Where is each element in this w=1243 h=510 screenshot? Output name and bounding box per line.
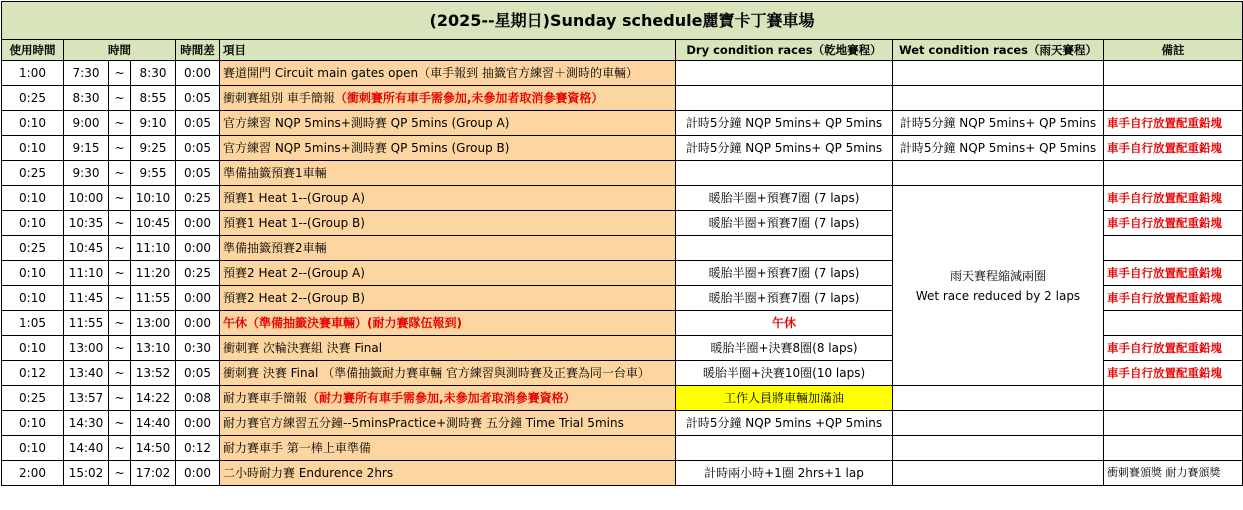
cell-item bbox=[220, 311, 676, 336]
cell-duration: 0:10 bbox=[2, 111, 64, 136]
cell-diff: 0:05 bbox=[176, 86, 220, 111]
title-row bbox=[2, 2, 1243, 40]
cell-diff: 0:05 bbox=[176, 161, 220, 186]
item-text: 衝刺賽組別 車手簡報 bbox=[223, 91, 335, 105]
cell-tilde: ~ bbox=[109, 336, 131, 361]
cell-dry bbox=[676, 236, 893, 261]
cell-wet bbox=[893, 86, 1104, 111]
cell-note: 車手自行放置配重鉛塊 bbox=[1104, 111, 1243, 136]
table-row bbox=[2, 61, 1243, 86]
cell-item bbox=[220, 261, 676, 286]
cell-duration: 0:10 bbox=[2, 136, 64, 161]
cell-diff: 0:00 bbox=[176, 236, 220, 261]
header-time: 時間 bbox=[64, 40, 176, 61]
cell-item bbox=[220, 136, 676, 161]
item-text: 耐力賽車手 第一棒上車準備 bbox=[223, 441, 371, 455]
cell-tilde: ~ bbox=[109, 261, 131, 286]
cell-dry: 暖胎半圈+預賽7圈 (7 laps) bbox=[676, 186, 893, 211]
cell-end: 11:10 bbox=[131, 236, 176, 261]
cell-item bbox=[220, 411, 676, 436]
cell-diff: 0:00 bbox=[176, 286, 220, 311]
cell-diff: 0:12 bbox=[176, 436, 220, 461]
cell-wet bbox=[893, 411, 1104, 436]
cell-duration: 0:10 bbox=[2, 411, 64, 436]
cell-item bbox=[220, 286, 676, 311]
cell-item bbox=[220, 111, 676, 136]
cell-dry bbox=[676, 436, 893, 461]
cell-note bbox=[1104, 411, 1243, 436]
cell-item bbox=[220, 336, 676, 361]
item-text: 官方練習 NQP 5mins+測時賽 QP 5mins (Group B) bbox=[223, 141, 510, 155]
cell-wet bbox=[893, 61, 1104, 86]
cell-end: 9:10 bbox=[131, 111, 176, 136]
cell-start: 10:00 bbox=[64, 186, 109, 211]
cell-diff: 0:00 bbox=[176, 211, 220, 236]
cell-start: 13:40 bbox=[64, 361, 109, 386]
table-row bbox=[2, 161, 1243, 186]
item-text: 賽道開門 Circuit main gates open（車手報到 抽籤官方練習＋測時的車輛） bbox=[223, 66, 638, 80]
cell-wet bbox=[893, 161, 1104, 186]
cell-end: 9:55 bbox=[131, 161, 176, 186]
cell-note: 車手自行放置配重鉛塊 bbox=[1104, 261, 1243, 286]
header-dry: Dry condition races（乾地賽程） bbox=[676, 40, 893, 61]
table-row bbox=[2, 436, 1243, 461]
cell-dry: 暖胎半圈+決賽8圈(8 laps) bbox=[676, 336, 893, 361]
cell-duration: 0:10 bbox=[2, 261, 64, 286]
cell-diff: 0:05 bbox=[176, 111, 220, 136]
cell-item bbox=[220, 86, 676, 111]
item-text: 二小時耐力賽 Endurence 2hrs bbox=[223, 466, 394, 480]
cell-end: 13:00 bbox=[131, 311, 176, 336]
cell-item bbox=[220, 386, 676, 411]
cell-dry: 暖胎半圈+預賽7圈 (7 laps) bbox=[676, 286, 893, 311]
cell-duration: 0:25 bbox=[2, 386, 64, 411]
cell-note: 車手自行放置配重鉛塊 bbox=[1104, 211, 1243, 236]
table-row bbox=[2, 186, 1243, 211]
cell-start: 7:30 bbox=[64, 61, 109, 86]
cell-note: 車手自行放置配重鉛塊 bbox=[1104, 361, 1243, 386]
cell-wet bbox=[893, 436, 1104, 461]
cell-tilde: ~ bbox=[109, 461, 131, 486]
cell-tilde: ~ bbox=[109, 386, 131, 411]
table-row bbox=[2, 461, 1243, 486]
table-row bbox=[2, 136, 1243, 161]
cell-tilde: ~ bbox=[109, 186, 131, 211]
schedule-title: (2025--星期日)Sunday schedule麗寶卡丁賽車場 bbox=[2, 2, 1243, 40]
cell-wet: 計時5分鐘 NQP 5mins+ QP 5mins bbox=[893, 111, 1104, 136]
cell-dry: 計時5分鐘 NQP 5mins +QP 5mins bbox=[676, 411, 893, 436]
header-diff: 時間差 bbox=[176, 40, 220, 61]
cell-diff: 0:00 bbox=[176, 461, 220, 486]
cell-dry: 計時5分鐘 NQP 5mins+ QP 5mins bbox=[676, 111, 893, 136]
cell-dry: 計時兩小時+1圈 2hrs+1 lap bbox=[676, 461, 893, 486]
cell-duration: 0:25 bbox=[2, 161, 64, 186]
cell-duration: 0:10 bbox=[2, 211, 64, 236]
cell-wet: 計時5分鐘 NQP 5mins+ QP 5mins bbox=[893, 136, 1104, 161]
cell-start: 13:57 bbox=[64, 386, 109, 411]
header-item: 項目 bbox=[220, 40, 676, 61]
item-text: 預賽2 Heat 2--(Group A) bbox=[223, 266, 365, 280]
header-wet: Wet condition races（雨天賽程） bbox=[893, 40, 1104, 61]
cell-duration: 0:25 bbox=[2, 86, 64, 111]
cell-start: 14:30 bbox=[64, 411, 109, 436]
header-row bbox=[2, 40, 1243, 61]
cell-end: 14:40 bbox=[131, 411, 176, 436]
item-text: 耐力賽官方練習五分鐘--5minsPractice+測時賽 五分鐘 Time Trial 5mins bbox=[223, 416, 624, 430]
cell-tilde: ~ bbox=[109, 236, 131, 261]
cell-diff: 0:05 bbox=[176, 136, 220, 161]
cell-note bbox=[1104, 386, 1243, 411]
item-text: 預賽1 Heat 1--(Group A) bbox=[223, 191, 365, 205]
cell-dry: 暖胎半圈+決賽10圈(10 laps) bbox=[676, 361, 893, 386]
cell-duration: 2:00 bbox=[2, 461, 64, 486]
cell-dry: 暖胎半圈+預賽7圈 (7 laps) bbox=[676, 261, 893, 286]
cell-end: 9:25 bbox=[131, 136, 176, 161]
cell-end: 8:30 bbox=[131, 61, 176, 86]
table-row bbox=[2, 111, 1243, 136]
item-text: 準備抽籤預賽1車輛 bbox=[223, 166, 327, 180]
cell-end: 17:02 bbox=[131, 461, 176, 486]
cell-end: 8:55 bbox=[131, 86, 176, 111]
cell-note bbox=[1104, 311, 1243, 336]
cell-item bbox=[220, 161, 676, 186]
item-text: 預賽2 Heat 2--(Group B) bbox=[223, 291, 365, 305]
cell-dry bbox=[676, 61, 893, 86]
cell-dry bbox=[676, 86, 893, 111]
cell-diff: 0:25 bbox=[176, 186, 220, 211]
cell-start: 11:55 bbox=[64, 311, 109, 336]
item-text: 準備抽籤預賽2車輛 bbox=[223, 241, 327, 255]
cell-start: 15:02 bbox=[64, 461, 109, 486]
cell-dry: 暖胎半圈+預賽7圈 (7 laps) bbox=[676, 211, 893, 236]
cell-dry: 午休 bbox=[676, 311, 893, 336]
cell-diff: 0:05 bbox=[176, 361, 220, 386]
cell-start: 8:30 bbox=[64, 86, 109, 111]
cell-note: 衝刺賽頒獎 耐力賽頒獎 bbox=[1104, 461, 1243, 486]
cell-start: 14:40 bbox=[64, 436, 109, 461]
cell-tilde: ~ bbox=[109, 286, 131, 311]
cell-note: 車手自行放置配重鉛塊 bbox=[1104, 186, 1243, 211]
cell-diff: 0:30 bbox=[176, 336, 220, 361]
cell-diff: 0:00 bbox=[176, 311, 220, 336]
cell-end: 11:55 bbox=[131, 286, 176, 311]
cell-wet bbox=[893, 386, 1104, 411]
wet-merged-cell bbox=[893, 186, 1104, 386]
item-text: 耐力賽車手簡報 bbox=[223, 391, 308, 405]
header-duration: 使用時間 bbox=[2, 40, 64, 61]
cell-end: 14:50 bbox=[131, 436, 176, 461]
cell-tilde: ~ bbox=[109, 161, 131, 186]
item-text: 衝刺賽 決賽 Final （準備抽籤耐力賽車輛 官方練習與測時賽及正賽為同一台車） bbox=[223, 366, 650, 380]
cell-tilde: ~ bbox=[109, 411, 131, 436]
cell-dry: 計時5分鐘 NQP 5mins+ QP 5mins bbox=[676, 136, 893, 161]
cell-duration: 0:10 bbox=[2, 336, 64, 361]
header-note: 備註 bbox=[1104, 40, 1243, 61]
cell-dry: 工作人員將車輛加滿油 bbox=[676, 386, 893, 411]
cell-diff: 0:08 bbox=[176, 386, 220, 411]
cell-tilde: ~ bbox=[109, 111, 131, 136]
schedule-table bbox=[1, 1, 1243, 486]
cell-end: 10:10 bbox=[131, 186, 176, 211]
cell-duration: 1:00 bbox=[2, 61, 64, 86]
item-text: 預賽1 Heat 1--(Group B) bbox=[223, 216, 365, 230]
item-text: 衝刺賽 次輪決賽組 決賽 Final bbox=[223, 341, 383, 355]
table-row bbox=[2, 86, 1243, 111]
cell-tilde: ~ bbox=[109, 61, 131, 86]
item-text: 官方練習 NQP 5mins+測時賽 QP 5mins (Group A) bbox=[223, 116, 510, 130]
item-warning-text: 午休（準備抽籤決賽車輛）(耐力賽隊伍報到) bbox=[223, 316, 462, 330]
cell-end: 13:10 bbox=[131, 336, 176, 361]
cell-note bbox=[1104, 86, 1243, 111]
cell-tilde: ~ bbox=[109, 86, 131, 111]
cell-note bbox=[1104, 436, 1243, 461]
cell-dry bbox=[676, 161, 893, 186]
item-warning-text: （衝刺賽所有車手需參加,未參加者取消參賽資格） bbox=[334, 91, 604, 105]
cell-start: 11:45 bbox=[64, 286, 109, 311]
cell-start: 9:30 bbox=[64, 161, 109, 186]
cell-tilde: ~ bbox=[109, 136, 131, 161]
cell-duration: 0:12 bbox=[2, 361, 64, 386]
cell-start: 13:00 bbox=[64, 336, 109, 361]
cell-start: 9:15 bbox=[64, 136, 109, 161]
table-row bbox=[2, 386, 1243, 411]
wet-merged-line-1: 雨天賽程縮減兩圈 bbox=[949, 268, 1046, 283]
cell-duration: 0:25 bbox=[2, 236, 64, 261]
cell-duration: 0:10 bbox=[2, 186, 64, 211]
cell-tilde: ~ bbox=[109, 361, 131, 386]
cell-tilde: ~ bbox=[109, 436, 131, 461]
cell-start: 10:35 bbox=[64, 211, 109, 236]
cell-item bbox=[220, 436, 676, 461]
cell-note: 車手自行放置配重鉛塊 bbox=[1104, 286, 1243, 311]
wet-merged-line-2: Wet race reduced by 2 laps bbox=[915, 288, 1081, 303]
item-warning-text: （耐力賽所有車手需參加,未參加者取消參賽資格） bbox=[307, 391, 576, 405]
cell-duration: 0:10 bbox=[2, 286, 64, 311]
cell-item bbox=[220, 186, 676, 211]
cell-end: 10:45 bbox=[131, 211, 176, 236]
cell-item bbox=[220, 461, 676, 486]
cell-tilde: ~ bbox=[109, 211, 131, 236]
cell-note: 車手自行放置配重鉛塊 bbox=[1104, 336, 1243, 361]
cell-start: 10:45 bbox=[64, 236, 109, 261]
cell-end: 11:20 bbox=[131, 261, 176, 286]
cell-start: 9:00 bbox=[64, 111, 109, 136]
cell-note bbox=[1104, 236, 1243, 261]
cell-item bbox=[220, 236, 676, 261]
cell-note: 車手自行放置配重鉛塊 bbox=[1104, 136, 1243, 161]
cell-duration: 1:05 bbox=[2, 311, 64, 336]
cell-diff: 0:25 bbox=[176, 261, 220, 286]
cell-start: 11:10 bbox=[64, 261, 109, 286]
cell-tilde: ~ bbox=[109, 311, 131, 336]
table-row bbox=[2, 411, 1243, 436]
cell-item bbox=[220, 61, 676, 86]
cell-item bbox=[220, 211, 676, 236]
cell-note bbox=[1104, 61, 1243, 86]
cell-end: 13:52 bbox=[131, 361, 176, 386]
cell-diff: 0:00 bbox=[176, 61, 220, 86]
cell-end: 14:22 bbox=[131, 386, 176, 411]
cell-diff: 0:00 bbox=[176, 411, 220, 436]
cell-note bbox=[1104, 161, 1243, 186]
cell-wet bbox=[893, 461, 1104, 486]
cell-item bbox=[220, 361, 676, 386]
cell-duration: 0:10 bbox=[2, 436, 64, 461]
